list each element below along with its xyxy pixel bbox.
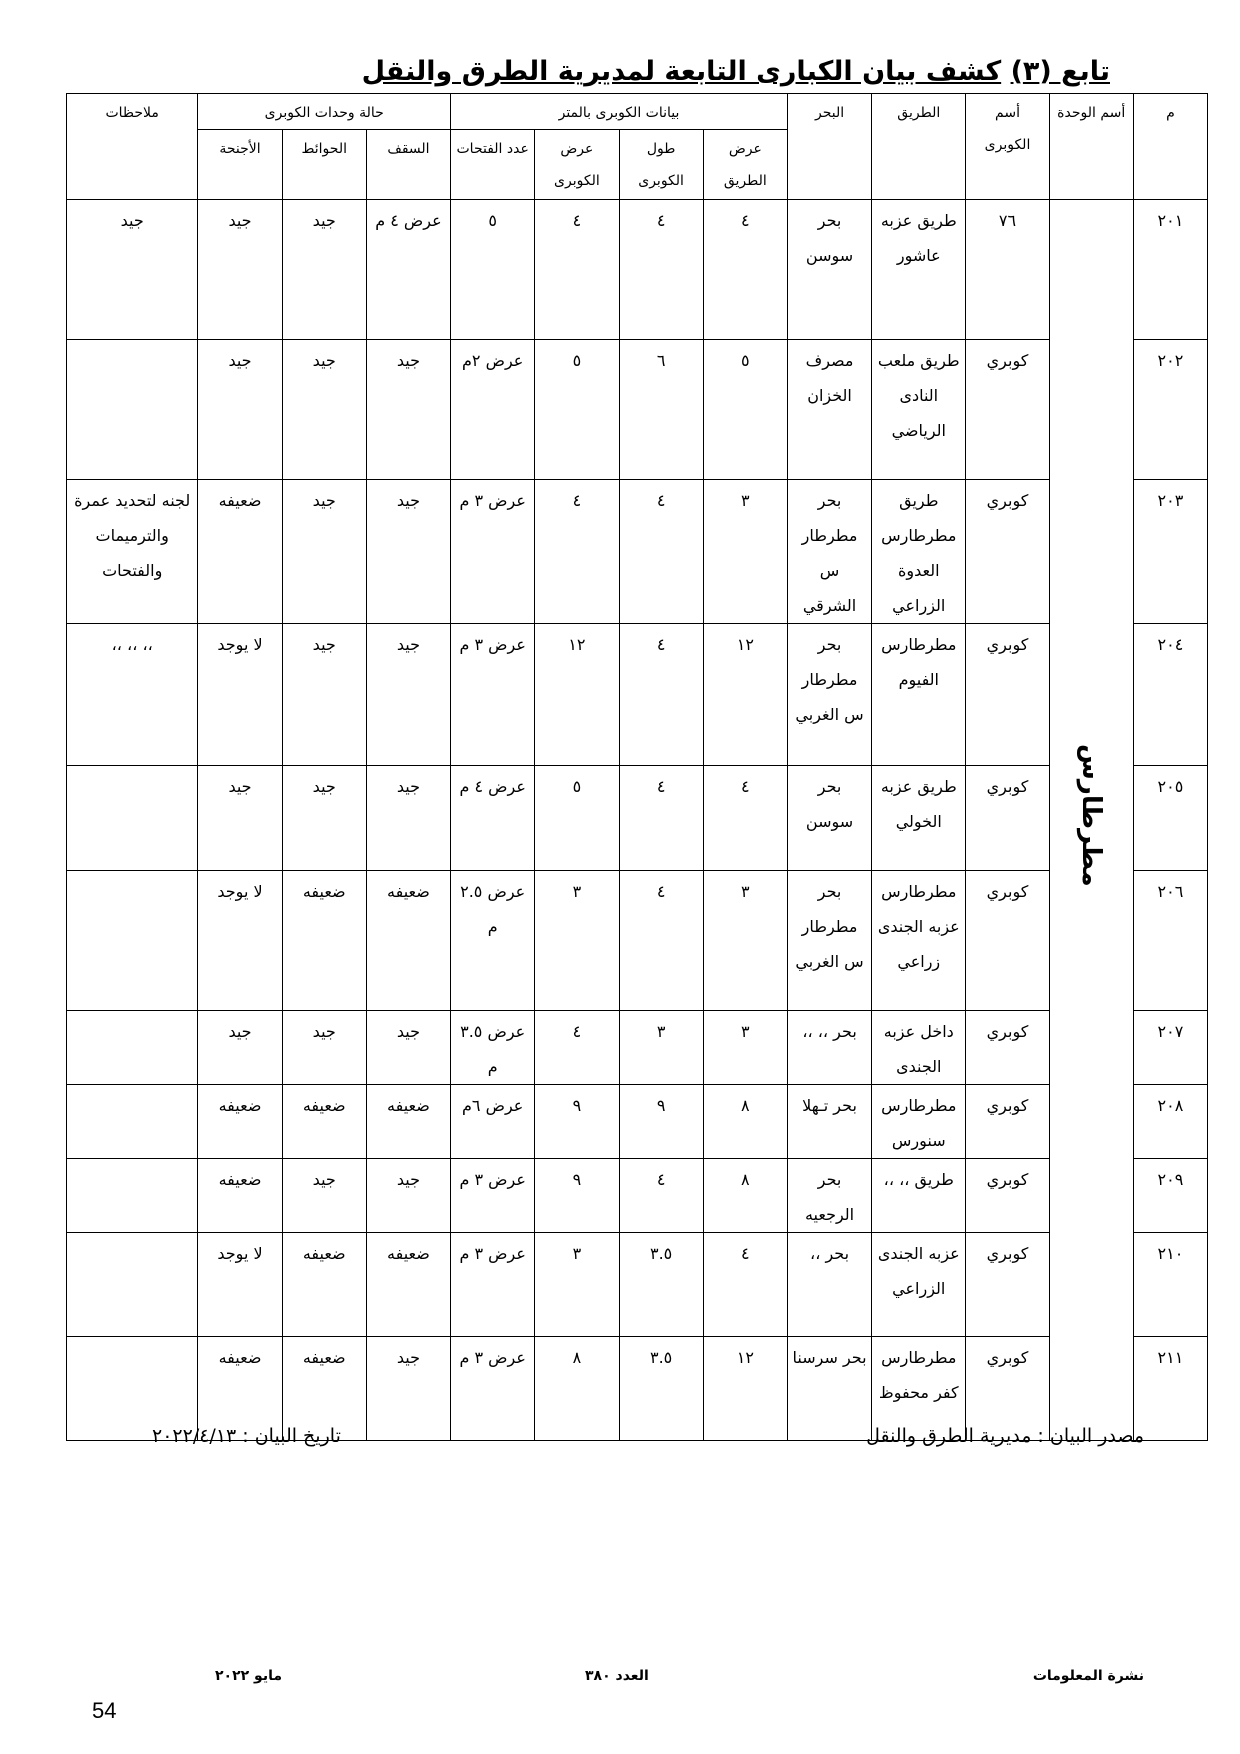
cell-road-width: ٣	[703, 480, 787, 624]
cell-road-width: ٤	[703, 200, 787, 340]
cell-walls: ضعيفه	[282, 1085, 366, 1159]
cell-walls: جيد	[282, 200, 366, 340]
cell-notes: لجنه لتحديد عمرة والترميمات والفتحات	[67, 480, 198, 624]
cell-wings: ضعيفه	[198, 1085, 282, 1159]
cell-road: مطرطارس سنورس	[872, 1085, 966, 1159]
header-openings: عدد الفتحات	[451, 130, 535, 200]
cell-road-width: ٤	[703, 1233, 787, 1337]
cell-bridge-length: ٤	[619, 871, 703, 1011]
cell-bridge-name: كوبري	[966, 340, 1049, 480]
cell-bridge-width: ٣	[535, 1233, 619, 1337]
cell-canal: بحر ،،	[787, 1233, 871, 1337]
cell-openings: عرض ٢م	[451, 340, 535, 480]
cell-serial: ٢٠٩	[1133, 1159, 1207, 1233]
cell-serial: ٢٠٥	[1133, 766, 1207, 871]
bridges-table	[66, 93, 1208, 1441]
cell-notes	[67, 871, 198, 1011]
header-road-width: عرض الطريق	[703, 130, 787, 200]
header-bridge-name: أسم الكوبرى	[966, 94, 1049, 200]
cell-walls: جيد	[282, 1011, 366, 1085]
cell-notes	[67, 1085, 198, 1159]
cell-wings: ضعيفه	[198, 1337, 282, 1441]
cell-wings: جيد	[198, 1011, 282, 1085]
cell-openings: عرض ٦م	[451, 1085, 535, 1159]
cell-serial: ٢٠٤	[1133, 624, 1207, 766]
table-row	[67, 624, 1208, 766]
cell-bridge-width: ٩	[535, 1159, 619, 1233]
table-row	[67, 200, 1208, 340]
footer-publication: نشرة المعلومات	[1032, 1668, 1144, 1684]
cell-openings: عرض ٣ م	[451, 1159, 535, 1233]
cell-road: طريق عزبه الخولي	[872, 766, 966, 871]
cell-bridge-length: ٤	[619, 200, 703, 340]
cell-road: داخل عزبه الجندى	[872, 1011, 966, 1085]
cell-bridge-width: ٣	[535, 871, 619, 1011]
cell-bridge-length: ٦	[619, 340, 703, 480]
cell-ceiling: جيد	[366, 624, 450, 766]
cell-notes	[67, 340, 198, 480]
cell-canal: بحر تـهلا	[787, 1085, 871, 1159]
cell-bridge-name: كوبري	[966, 1233, 1049, 1337]
cell-canal: بحر ،، ،،	[787, 1011, 871, 1085]
header-canal: البحر	[787, 94, 871, 200]
cell-road-width: ٨	[703, 1085, 787, 1159]
cell-walls: جيد	[282, 766, 366, 871]
cell-walls: ضعيفه	[282, 871, 366, 1011]
cell-ceiling: عرض ٤ م	[366, 200, 450, 340]
cell-wings: جيد	[198, 200, 282, 340]
data-source: مصدر البيان : مديرية الطرق والنقل	[866, 1425, 1144, 1447]
cell-road: عزبه الجندى الزراعي	[872, 1233, 966, 1337]
cell-bridge-length: ٣.٥	[619, 1337, 703, 1441]
header-bridge-status: حالة وحدات الكوبرى	[198, 94, 451, 130]
cell-ceiling: جيد	[366, 1011, 450, 1085]
cell-road: مطرطارس عزبه الجندى زراعي	[872, 871, 966, 1011]
cell-road: طريق عزبه عاشور	[872, 200, 966, 340]
header-wings: الأجنحة	[198, 130, 282, 200]
cell-ceiling: جيد	[366, 766, 450, 871]
cell-walls: ضعيفه	[282, 1233, 366, 1337]
cell-walls: جيد	[282, 624, 366, 766]
page-number: 54	[92, 1698, 117, 1723]
header-bridge-width: عرض الكوبرى	[535, 130, 619, 200]
cell-bridge-length: ٣	[619, 1011, 703, 1085]
cell-bridge-length: ٤	[619, 480, 703, 624]
cell-wings: ضعيفه	[198, 1159, 282, 1233]
cell-road-width: ٣	[703, 871, 787, 1011]
table-row	[67, 1011, 1208, 1085]
cell-road-width: ١٢	[703, 624, 787, 766]
cell-openings: عرض ٣ م	[451, 624, 535, 766]
cell-serial: ٢٠٣	[1133, 480, 1207, 624]
cell-notes: ،، ،، ،،	[67, 624, 198, 766]
cell-bridge-width: ٥	[535, 766, 619, 871]
cell-ceiling: جيد	[366, 480, 450, 624]
data-date: تاريخ البيان : ٢٠٢٢/٤/١٣	[152, 1425, 341, 1447]
cell-canal: بحر مطرطار س الشرقي	[787, 480, 871, 624]
cell-bridge-length: ٩	[619, 1085, 703, 1159]
cell-serial: ٢٠٨	[1133, 1085, 1207, 1159]
cell-ceiling: جيد	[366, 340, 450, 480]
cell-serial: ٢٠٦	[1133, 871, 1207, 1011]
header-road: الطريق	[872, 94, 966, 200]
cell-bridge-width: ٨	[535, 1337, 619, 1441]
cell-wings: جيد	[198, 340, 282, 480]
cell-bridge-length: ٣.٥	[619, 1233, 703, 1337]
header-walls: الحوائط	[282, 130, 366, 200]
table-row	[67, 1085, 1208, 1159]
cell-openings: عرض ٢.٥ م	[451, 871, 535, 1011]
cell-road: مطرطارس الفيوم	[872, 624, 966, 766]
cell-ceiling: جيد	[366, 1337, 450, 1441]
cell-wings: لا يوجد	[198, 624, 282, 766]
cell-bridge-length: ٤	[619, 624, 703, 766]
cell-ceiling: ضعيفه	[366, 1233, 450, 1337]
cell-canal: بحر الرجعيه	[787, 1159, 871, 1233]
footer-issue: العدد ٣٨٠	[585, 1668, 649, 1684]
unit-name: مطرطارس	[1076, 744, 1107, 887]
cell-openings: ٥	[451, 200, 535, 340]
cell-bridge-width: ٤	[535, 480, 619, 624]
cell-bridge-width: ٤	[535, 1011, 619, 1085]
cell-bridge-name: كوبري	[966, 1159, 1049, 1233]
cell-road-width: ٥	[703, 340, 787, 480]
cell-bridge-name: كوبري	[966, 1011, 1049, 1085]
cell-serial: ٢١٠	[1133, 1233, 1207, 1337]
cell-ceiling: ضعيفه	[366, 1085, 450, 1159]
header-ceiling: السقف	[366, 130, 450, 200]
cell-ceiling: جيد	[366, 1159, 450, 1233]
cell-wings: ضعيفه	[198, 480, 282, 624]
cell-road: مطرطارس كفر محفوظ	[872, 1337, 966, 1441]
cell-road-width: ١٢	[703, 1337, 787, 1441]
cell-canal: بحر سرسنا	[787, 1337, 871, 1441]
cell-openings: عرض ٣ م	[451, 1233, 535, 1337]
header-bridge-data: بيانات الكوبرى بالمتر	[451, 94, 788, 130]
cell-bridge-width: ١٢	[535, 624, 619, 766]
page-title	[362, 56, 1110, 87]
footer-month: مايو ٢٠٢٢	[215, 1668, 283, 1684]
cell-openings: عرض ٣ م	[451, 1337, 535, 1441]
cell-bridge-length: ٤	[619, 766, 703, 871]
cell-notes	[67, 766, 198, 871]
cell-road: طريق مطرطارس العدوة الزراعي	[872, 480, 966, 624]
table-row	[67, 1159, 1208, 1233]
cell-canal: بحر مطرطار س الغربي	[787, 624, 871, 766]
table-row	[67, 766, 1208, 871]
cell-road-width: ٣	[703, 1011, 787, 1085]
cell-road-width: ٨	[703, 1159, 787, 1233]
cell-openings: عرض ٣ م	[451, 480, 535, 624]
cell-road: طريق ملعب النادى الرياضي	[872, 340, 966, 480]
header-serial: م	[1133, 94, 1207, 200]
cell-bridge-width: ٥	[535, 340, 619, 480]
cell-bridge-length: ٤	[619, 1159, 703, 1233]
cell-serial: ٢٠٧	[1133, 1011, 1207, 1085]
title-prefix: تابع (٣)	[1010, 56, 1110, 87]
cell-wings: جيد	[198, 766, 282, 871]
cell-canal: بحر مطرطار س الغربي	[787, 871, 871, 1011]
cell-walls: ضعيفه	[282, 1337, 366, 1441]
cell-canal: مصرف الخزان	[787, 340, 871, 480]
cell-serial: ٢١١	[1133, 1337, 1207, 1441]
cell-walls: جيد	[282, 340, 366, 480]
cell-notes	[67, 1233, 198, 1337]
cell-bridge-name: كوبري	[966, 1085, 1049, 1159]
header-bridge-length: طول الكوبرى	[619, 130, 703, 200]
cell-notes	[67, 1159, 198, 1233]
cell-canal: بحر سوسن	[787, 766, 871, 871]
cell-canal: بحر سوسن	[787, 200, 871, 340]
cell-bridge-name: ٧٦	[966, 200, 1049, 340]
cell-bridge-name: كوبري	[966, 1337, 1049, 1441]
cell-walls: جيد	[282, 1159, 366, 1233]
cell-bridge-name: كوبري	[966, 871, 1049, 1011]
cell-bridge-width: ٩	[535, 1085, 619, 1159]
cell-road-width: ٤	[703, 766, 787, 871]
table-row	[67, 1233, 1208, 1337]
cell-openings: عرض ٤ م	[451, 766, 535, 871]
title-text: كشف بيان الكبارى التابعة لمديرية الطرق والنقل	[361, 56, 1002, 87]
cell-wings: لا يوجد	[198, 871, 282, 1011]
cell-bridge-width: ٤	[535, 200, 619, 340]
cell-ceiling: ضعيفه	[366, 871, 450, 1011]
cell-road: طريق ،، ،،	[872, 1159, 966, 1233]
table-row	[67, 340, 1208, 480]
cell-bridge-name: كوبري	[966, 766, 1049, 871]
table-row	[67, 871, 1208, 1011]
cell-bridge-name: كوبري	[966, 624, 1049, 766]
cell-openings: عرض ٣.٥ م	[451, 1011, 535, 1085]
cell-walls: جيد	[282, 480, 366, 624]
cell-notes: جيد	[67, 200, 198, 340]
header-notes: ملاحظات	[67, 94, 198, 200]
cell-serial: ٢٠١	[1133, 200, 1207, 340]
cell-wings: لا يوجد	[198, 1233, 282, 1337]
cell-unit	[1049, 200, 1133, 1441]
cell-notes	[67, 1011, 198, 1085]
table-row	[67, 480, 1208, 624]
header-unit: أسم الوحدة	[1049, 94, 1133, 200]
cell-serial: ٢٠٢	[1133, 340, 1207, 480]
cell-bridge-name: كوبري	[966, 480, 1049, 624]
